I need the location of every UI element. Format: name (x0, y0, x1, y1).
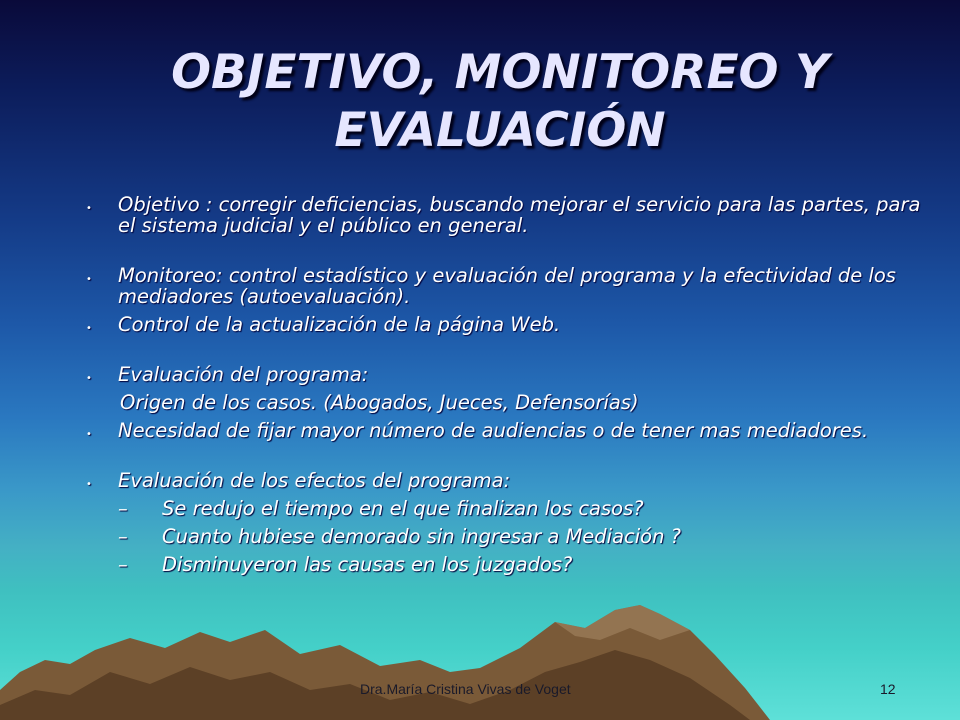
sub-item-text: Disminuyeron las causas en los juzgados? (162, 553, 573, 576)
slide-body (84, 194, 924, 582)
slide-title: OBJETIVO, MONITOREO Y EVALUACIÓN (171, 45, 829, 158)
sub-item-tiempo (84, 498, 924, 519)
sub-item-text: Cuanto hubiese demorado sin ingresar a Mediación ? (162, 525, 682, 548)
bullet-item-control-web (84, 314, 924, 335)
dash-icon: – (118, 497, 128, 520)
bullet-item-evaluacion-efectos (84, 470, 924, 491)
bullet-icon: • (86, 203, 92, 214)
sub-item-demora (84, 526, 924, 547)
bullet-icon: • (86, 479, 92, 490)
bullet-text: Objetivo : corregir deficiencias, buscando mejorar el servicio para las partes, para el sistema judicial y el público en general. (118, 193, 921, 237)
continuation-text-origen: Origen de los casos. (Abogados, Jueces, Defensorías) (120, 391, 639, 414)
sub-item-causas (84, 554, 924, 575)
bullet-item-monitoreo (84, 265, 924, 307)
sub-item-text: Se redujo el tiempo en el que finalizan los casos? (162, 497, 644, 520)
bullet-item-evaluacion-programa (84, 364, 924, 385)
bullet-icon: • (86, 274, 92, 285)
bullet-text: Evaluación del programa: (118, 363, 369, 386)
bullet-text: Monitoreo: control estadístico y evaluación del programa y la efectividad de los mediadores (autoevaluación). (118, 264, 896, 308)
bullet-item-objetivo (84, 194, 924, 236)
bullet-text: Control de la actualización de la página Web. (118, 313, 561, 336)
bullet-item-necesidad (84, 420, 924, 441)
bullet-icon: • (86, 323, 92, 334)
footer-author: Dra.María Cristina Vivas de Voget (360, 681, 571, 697)
bullet-text: Necesidad de fijar mayor número de audiencias o de tener mas mediadores. (118, 419, 869, 442)
bullet-icon: • (86, 373, 92, 384)
dash-icon: – (118, 525, 128, 548)
bullet-icon: • (86, 429, 92, 440)
bullet-text: Evaluación de los efectos del programa: (118, 469, 511, 492)
dash-icon: – (118, 553, 128, 576)
footer-page-number: 12 (880, 681, 896, 697)
